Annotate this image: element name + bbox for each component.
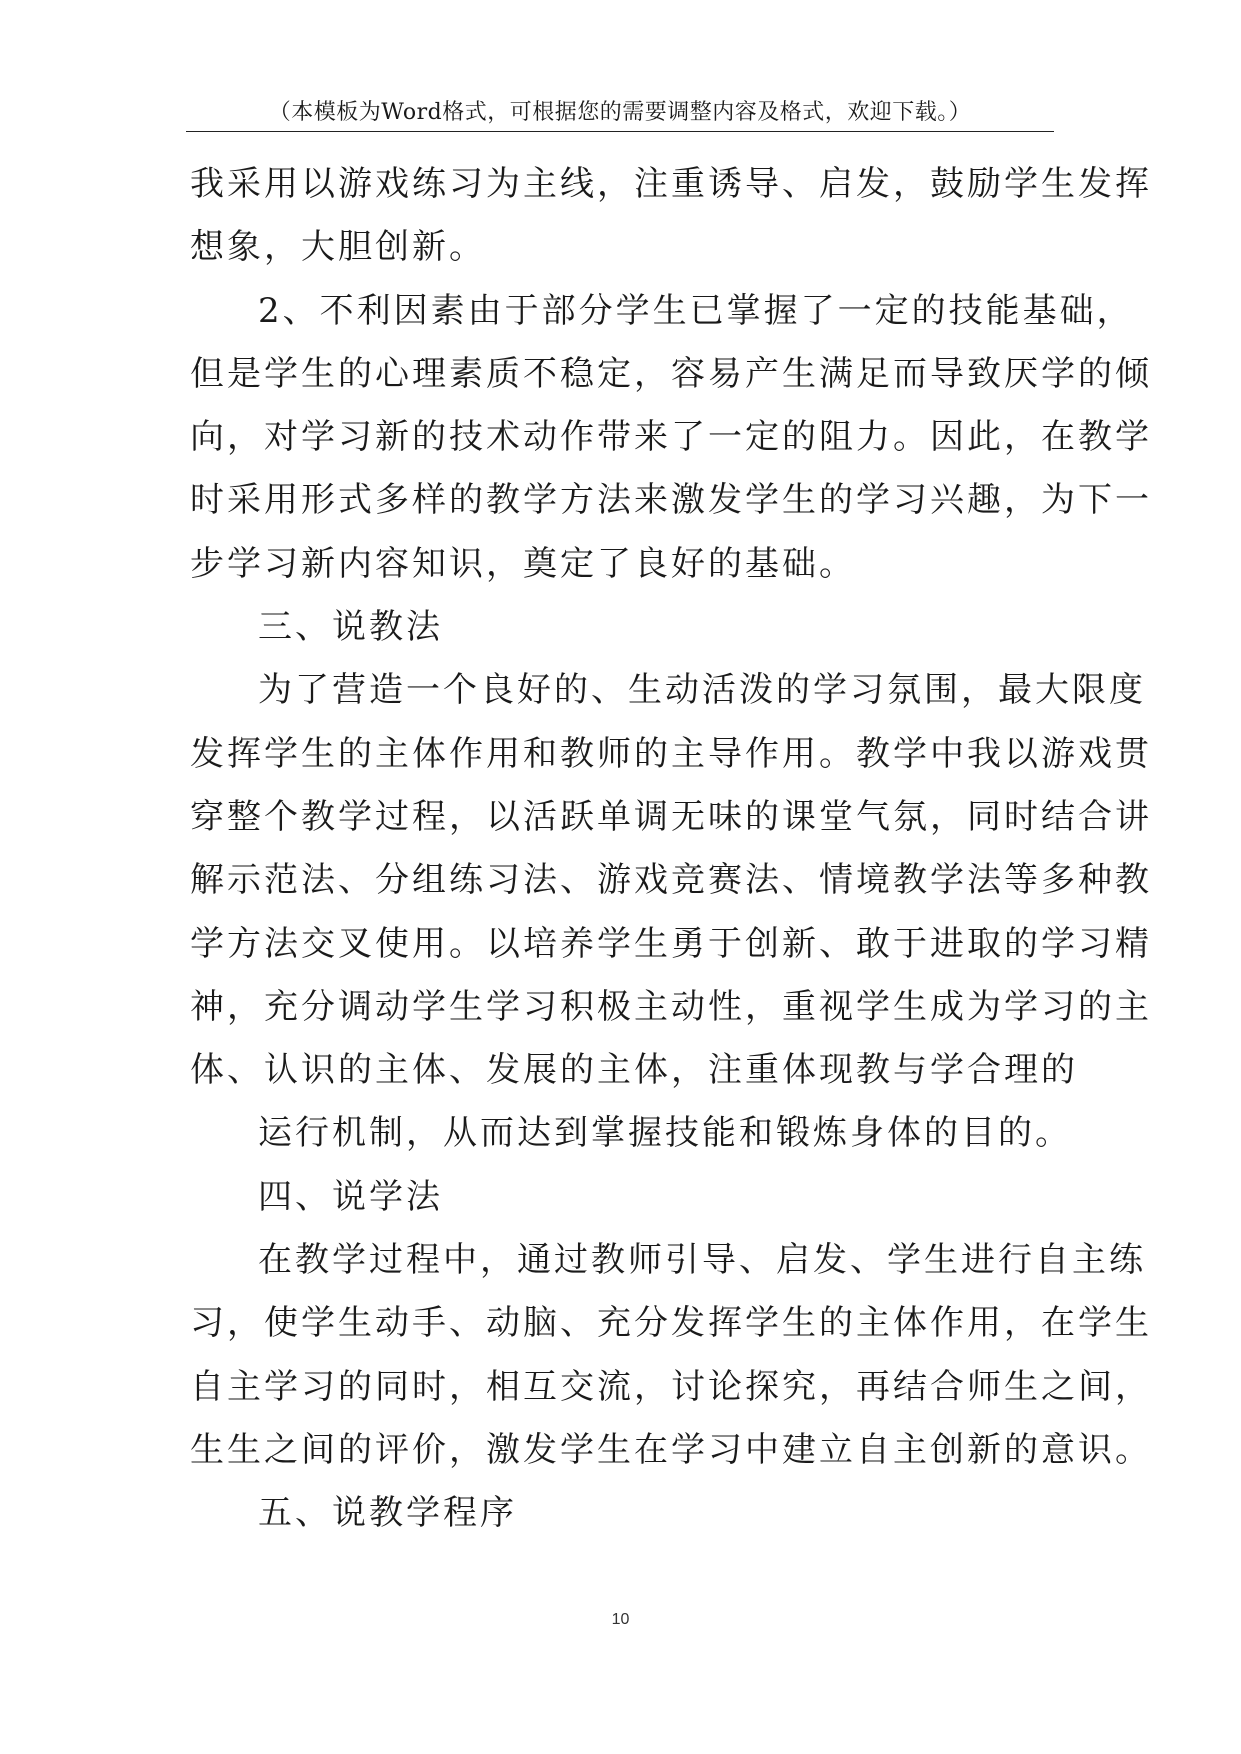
body-line: 我采用以游戏练习为主线，注重诱导、启发，鼓励学生发挥	[190, 164, 1152, 204]
body-line: 穿整个教学过程，以活跃单调无味的课堂气氛，同时结合讲	[190, 796, 1152, 837]
body-line: 在教学过程中，通过教师引导、启发、学生进行自主练	[258, 1240, 1146, 1281]
header-divider	[186, 131, 1054, 132]
page-number: 10	[611, 1611, 630, 1628]
template-note-header: （本模板为Word格式，可根据您的需要调整内容及格式，欢迎下载。）	[268, 100, 972, 125]
body-line: 习，使学生动手、动脑、充分发挥学生的主体作用，在学生	[190, 1303, 1152, 1344]
body-line: 自主学习的同时，相互交流，讨论探究，再结合师生之间，	[190, 1366, 1152, 1407]
body-line: 运行机制，从而达到掌握技能和锻炼身体的目的。	[258, 1113, 1072, 1154]
body-line: 学方法交叉使用。以培养学生勇于创新、敢于进取的学习精	[190, 923, 1152, 964]
body-line: 但是学生的心理素质不稳定，容易产生满足而导致厌学的倾	[190, 353, 1152, 394]
document-body	[190, 153, 1152, 1546]
body-line: 步学习新内容知识，奠定了良好的基础。	[190, 543, 856, 584]
section-heading: 四、说学法	[258, 1176, 443, 1217]
body-line: 时采用形式多样的教学方法来激发学生的学习兴趣，为下一	[190, 480, 1152, 521]
body-line: 2、不利因素由于部分学生已掌握了一定的技能基础，	[258, 290, 1134, 331]
body-line: 生生之间的评价，激发学生在学习中建立自主创新的意识。	[190, 1429, 1152, 1470]
section-heading: 五、说教学程序	[258, 1493, 517, 1534]
body-line: 神，充分调动学生学习积极主动性，重视学生成为学习的主	[190, 986, 1152, 1027]
body-line: 为了营造一个良好的、生动活泼的学习氛围，最大限度	[258, 670, 1146, 711]
body-line: 解示范法、分组练习法、游戏竞赛法、情境教学法等多种教	[190, 860, 1152, 901]
body-line: 体、认识的主体、发展的主体，注重体现教与学合理的	[190, 1050, 1078, 1091]
section-heading: 三、说教法	[258, 607, 443, 648]
body-line: 想象，大胆创新。	[190, 227, 486, 268]
body-line: 向，对学习新的技术动作带来了一定的阻力。因此，在教学	[190, 417, 1152, 458]
body-line: 发挥学生的主体作用和教师的主导作用。教学中我以游戏贯	[190, 733, 1152, 774]
